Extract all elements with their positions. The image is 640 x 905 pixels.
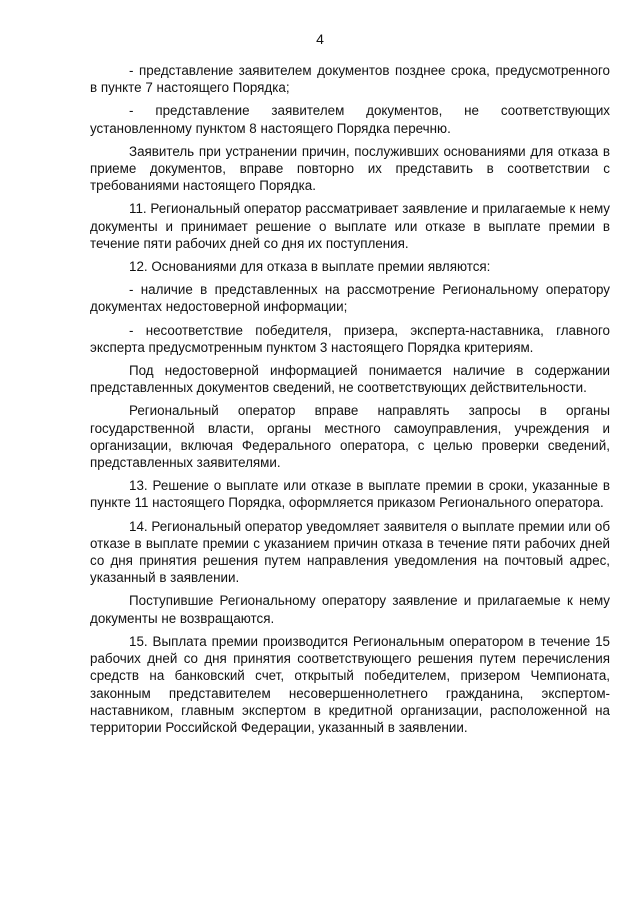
paragraph-no-return: Поступившие Региональному оператору заявление и прилагаемые к нему документы не возвращаются. — [90, 593, 610, 626]
paragraph-resubmission: Заявитель при устранении причин, послуживших основаниями для отказа в приеме документов, вправе повторно их представить в соответствии с требованиями настоящего Порядка. — [90, 143, 610, 194]
paragraph-clause-15: 15. Выплата премии производится Региональным оператором в течение 15 рабочих дней со дня принятия соответствующего решения путем перечисления средств на банковский счет, открытый победителем, призером Чемпионата, законным представителем несовершеннолетнего гражданина, экспертом-наставником, главным экспертом в кредитной организации, расположенной на территории Российской Федерации, указанный в заявлении. — [90, 633, 610, 735]
paragraph-incomplete-documents: - представление заявителем документов, не соответствующих установленному пунктом 8 настоящего Порядка перечню. — [90, 103, 610, 136]
paragraph-criteria-mismatch: - несоответствие победителя, призера, эксперта-наставника, главного эксперта предусмотренным пунктом 3 настоящего Порядка критериям. — [90, 322, 610, 355]
paragraph-clause-11: 11. Региональный оператор рассматривает заявление и прилагаемые к нему документы и принимает решение о выплате или отказе в выплате премии в течение пяти рабочих дней со дня их поступления. — [90, 201, 610, 251]
paragraph-clause-12: 12. Основаниями для отказа в выплате премии являются: — [129, 259, 491, 275]
paragraph-late-submission: - представление заявителем документов позднее срока, предусмотренного в пункте 7 настоящего Порядка; — [90, 63, 610, 96]
paragraph-requests: Региональный оператор вправе направлять запросы в органы государственной власти, органы местного самоуправления, учреждения и организации, включая Федерального оператора, с целью проверки сведений, представленных заявителями. — [90, 403, 610, 471]
document-body — [90, 62, 610, 742]
paragraph-clause-13: 13. Решение о выплате или отказе в выплате премии в сроки, указанные в пункте 11 настоящего Порядка, оформляется приказом Регионального оператора. — [90, 478, 610, 511]
paragraph-unreliable-info: - наличие в представленных на рассмотрение Региональному оператору документах недостоверной информации; — [90, 282, 610, 315]
page-number: 4 — [316, 31, 324, 47]
paragraph-unreliable-definition: Под недостоверной информацией понимается наличие в содержании представленных документов сведений, не соответствующих действительности. — [90, 363, 610, 396]
paragraph-clause-14: 14. Региональный оператор уведомляет заявителя о выплате премии или об отказе в выплате премии с указанием причин отказа в течение пяти рабочих дней со дня принятия решения путем направления уведомления на почтовый адрес, указанный в заявлении. — [90, 518, 610, 586]
